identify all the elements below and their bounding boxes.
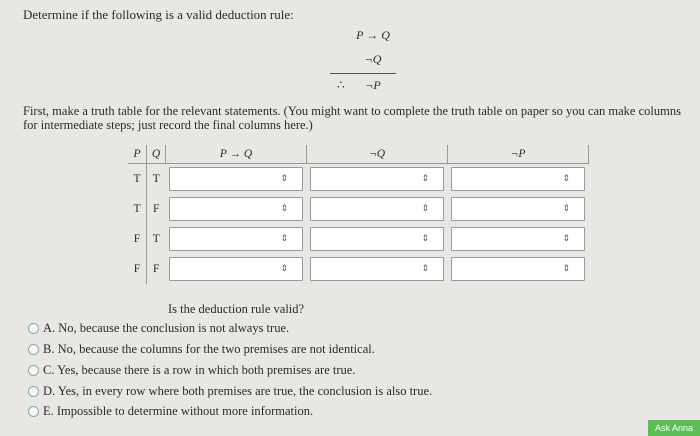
header-p-implies-q: P → Q — [166, 145, 307, 163]
conclusion: ¬P — [365, 78, 381, 92]
therefore-symbol: ∴ — [337, 78, 345, 92]
chevron-updown-icon: ⇕ — [562, 233, 570, 244]
option-e[interactable] — [28, 404, 313, 419]
select-not-q-row1[interactable] — [310, 167, 444, 191]
chevron-updown-icon: ⇕ — [280, 233, 288, 244]
chevron-updown-icon: ⇕ — [280, 263, 288, 274]
select-not-q-row4[interactable] — [310, 257, 444, 281]
chevron-updown-icon: ⇕ — [421, 203, 429, 214]
select-not-q-row3[interactable] — [310, 227, 444, 251]
chevron-updown-icon: ⇕ — [562, 173, 570, 184]
argument-divider — [330, 73, 396, 74]
radio-e[interactable] — [28, 406, 39, 417]
validity-question: Is the deduction rule valid? — [168, 302, 305, 316]
select-not-p-row4[interactable] — [451, 257, 585, 281]
radio-a[interactable] — [28, 323, 39, 334]
question-prompt: Determine if the following is a valid deduction rule: — [23, 7, 294, 22]
row-p-value: F — [128, 224, 147, 254]
option-d-label: D. Yes, in every row where both premises are true, the conclusion is also true. — [43, 384, 433, 398]
option-e-label: E. Impossible to determine without more information. — [43, 404, 314, 418]
chevron-updown-icon: ⇕ — [421, 263, 429, 274]
header-not-p: ¬P — [448, 145, 589, 163]
select-p-implies-q-row3[interactable] — [169, 227, 303, 251]
option-c-label: C. Yes, because there is a row in which both premises are true. — [43, 363, 356, 377]
select-not-p-row3[interactable] — [451, 227, 585, 251]
option-c[interactable] — [28, 363, 355, 378]
row-q-value: F — [153, 262, 160, 275]
row-p-value: F — [128, 254, 147, 284]
radio-b[interactable] — [28, 344, 39, 355]
option-d[interactable] — [28, 384, 432, 399]
table-row — [128, 163, 589, 194]
chevron-updown-icon: ⇕ — [421, 173, 429, 184]
chevron-updown-icon: ⇕ — [562, 203, 570, 214]
instructions: First, make a truth table for the relevant statements. (You might want to complete the truth table on paper so you can make columns for intermediate steps; just record the final columns here.) — [23, 104, 681, 132]
option-b-label: B. No, because the columns for the two premises are not identical. — [43, 342, 375, 356]
radio-d[interactable] — [28, 386, 39, 397]
truth-table-header — [128, 145, 589, 163]
premise-2: ¬Q — [364, 52, 382, 66]
row-q-value: F — [153, 202, 160, 215]
select-p-implies-q-row4[interactable] — [169, 257, 303, 281]
row-q-value: T — [152, 172, 160, 185]
table-row — [128, 254, 589, 284]
select-not-p-row2[interactable] — [451, 197, 585, 221]
select-not-p-row1[interactable] — [451, 167, 585, 191]
row-q-value: T — [152, 232, 160, 245]
table-row — [128, 194, 589, 224]
header-not-q: ¬Q — [307, 145, 448, 163]
chevron-updown-icon: ⇕ — [280, 173, 288, 184]
row-p-value: T — [128, 194, 147, 224]
select-not-q-row2[interactable] — [310, 197, 444, 221]
radio-c[interactable] — [28, 365, 39, 376]
chevron-updown-icon: ⇕ — [421, 233, 429, 244]
option-a-label: A. No, because the conclusion is not always true. — [43, 321, 290, 335]
option-a[interactable] — [28, 321, 289, 336]
select-p-implies-q-row1[interactable] — [169, 167, 303, 191]
premise-1: P → Q — [356, 28, 390, 42]
chevron-updown-icon: ⇕ — [562, 263, 570, 274]
table-row — [128, 224, 589, 254]
option-b[interactable] — [28, 342, 375, 357]
header-q: Q — [147, 145, 166, 163]
header-p: P — [128, 145, 147, 163]
row-p-value: T — [128, 163, 147, 194]
ask-anna-button[interactable]: Ask Anna — [648, 420, 700, 436]
chevron-updown-icon: ⇕ — [280, 203, 288, 214]
select-p-implies-q-row2[interactable] — [169, 197, 303, 221]
truth-table — [128, 145, 589, 284]
